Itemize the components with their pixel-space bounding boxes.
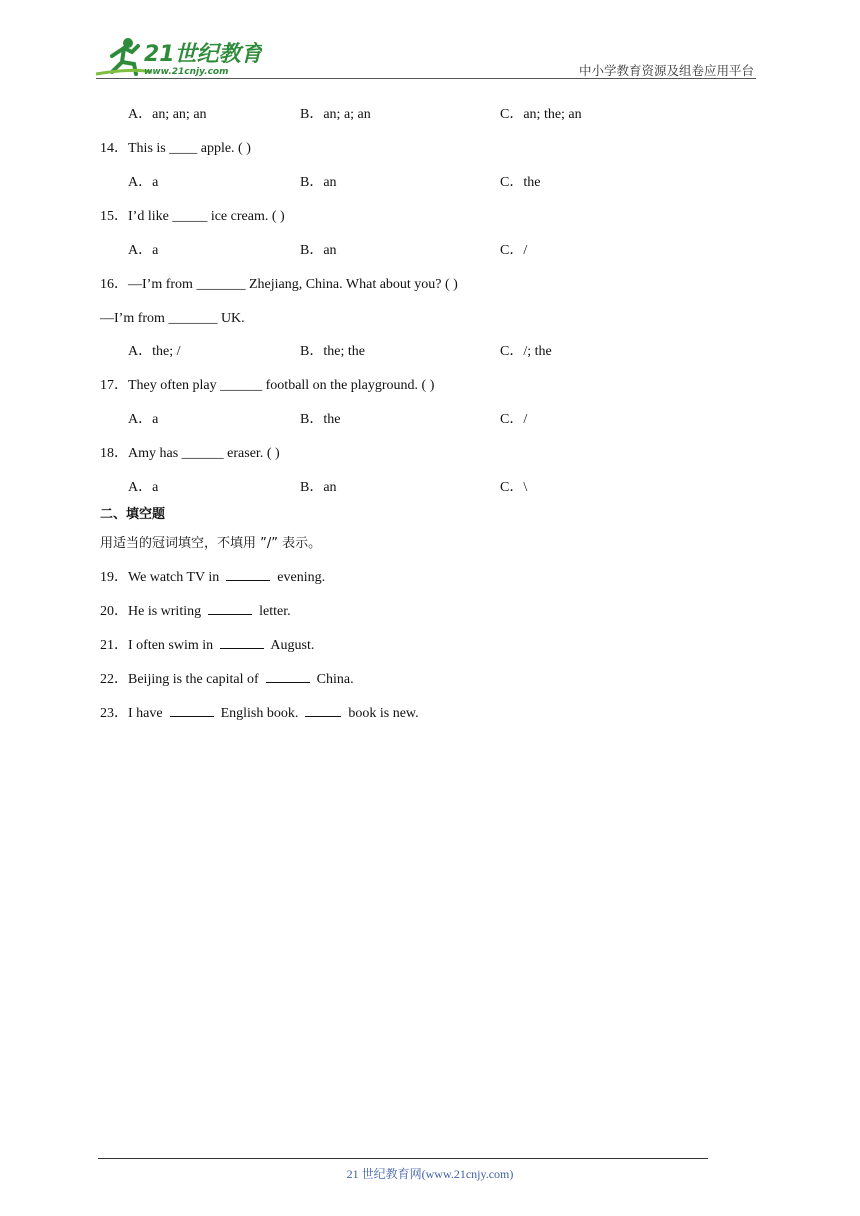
- question-22: 22．Beijing is the capital of China.: [100, 669, 354, 690]
- q18-option-a: A．a: [128, 480, 159, 495]
- svg-text:21世纪教育: 21世纪教育: [144, 42, 262, 67]
- answer-blank[interactable]: [170, 703, 214, 717]
- question-16-line2: —I’m from _______ UK.: [100, 311, 245, 326]
- answer-blank[interactable]: [220, 635, 264, 649]
- q14-option-b: B．an: [300, 175, 337, 190]
- q16-option-b: B．the; the: [300, 344, 365, 359]
- footer-divider: [98, 1158, 708, 1159]
- q17-option-b: B．the: [300, 412, 341, 427]
- question-23: 23．I have English book. book is new.: [100, 703, 419, 724]
- question-16: 16．—I’m from _______ Zhejiang, China. What about you? ( ): [100, 277, 458, 292]
- question-17: 17．They often play ______ football on the playground. ( ): [100, 378, 435, 393]
- q16-option-a: A．the; /: [128, 344, 181, 359]
- q15-option-a: A．a: [128, 243, 159, 258]
- answer-blank[interactable]: [208, 601, 252, 615]
- section-heading: 二、填空题: [100, 507, 166, 522]
- q17-option-c: C．/: [500, 412, 528, 427]
- q13-option-c: C．an; the; an: [500, 107, 582, 122]
- q14-option-c: C．the: [500, 175, 541, 190]
- section-instruction: 用适当的冠词填空，不填用 ”/” 表示。: [100, 536, 322, 551]
- answer-blank[interactable]: [305, 703, 341, 717]
- header-divider: [96, 78, 756, 79]
- q18-option-c: C．\: [500, 480, 528, 495]
- runner-logo-icon: [92, 34, 262, 80]
- q13-option-a: A．an; an; an: [128, 107, 207, 122]
- question-19: 19．We watch TV in evening.: [100, 567, 325, 588]
- question-18: 18．Amy has ______ eraser. ( ): [100, 446, 280, 461]
- footer-text: 21 世纪教育网(www.21cnjy.com): [346, 1167, 514, 1181]
- site-logo: [92, 34, 262, 80]
- q14-option-a: A．a: [128, 175, 159, 190]
- q18-option-b: B．an: [300, 480, 337, 495]
- q16-option-c: C．/; the: [500, 344, 552, 359]
- platform-title: 中小学教育资源及组卷应用平台: [578, 63, 754, 78]
- question-21: 21．I often swim in August.: [100, 635, 314, 656]
- question-14: 14．This is ____ apple. ( ): [100, 141, 251, 156]
- answer-blank[interactable]: [266, 669, 310, 683]
- question-20: 20．He is writing letter.: [100, 601, 291, 622]
- svg-text:www.21cnjy.com: www.21cnjy.com: [144, 67, 229, 77]
- q17-option-a: A．a: [128, 412, 159, 427]
- question-15: 15．I’d like _____ ice cream. ( ): [100, 209, 285, 224]
- q15-option-c: C．/: [500, 243, 528, 258]
- answer-blank[interactable]: [226, 567, 270, 581]
- q15-option-b: B．an: [300, 243, 337, 258]
- q13-option-b: B．an; a; an: [300, 107, 371, 122]
